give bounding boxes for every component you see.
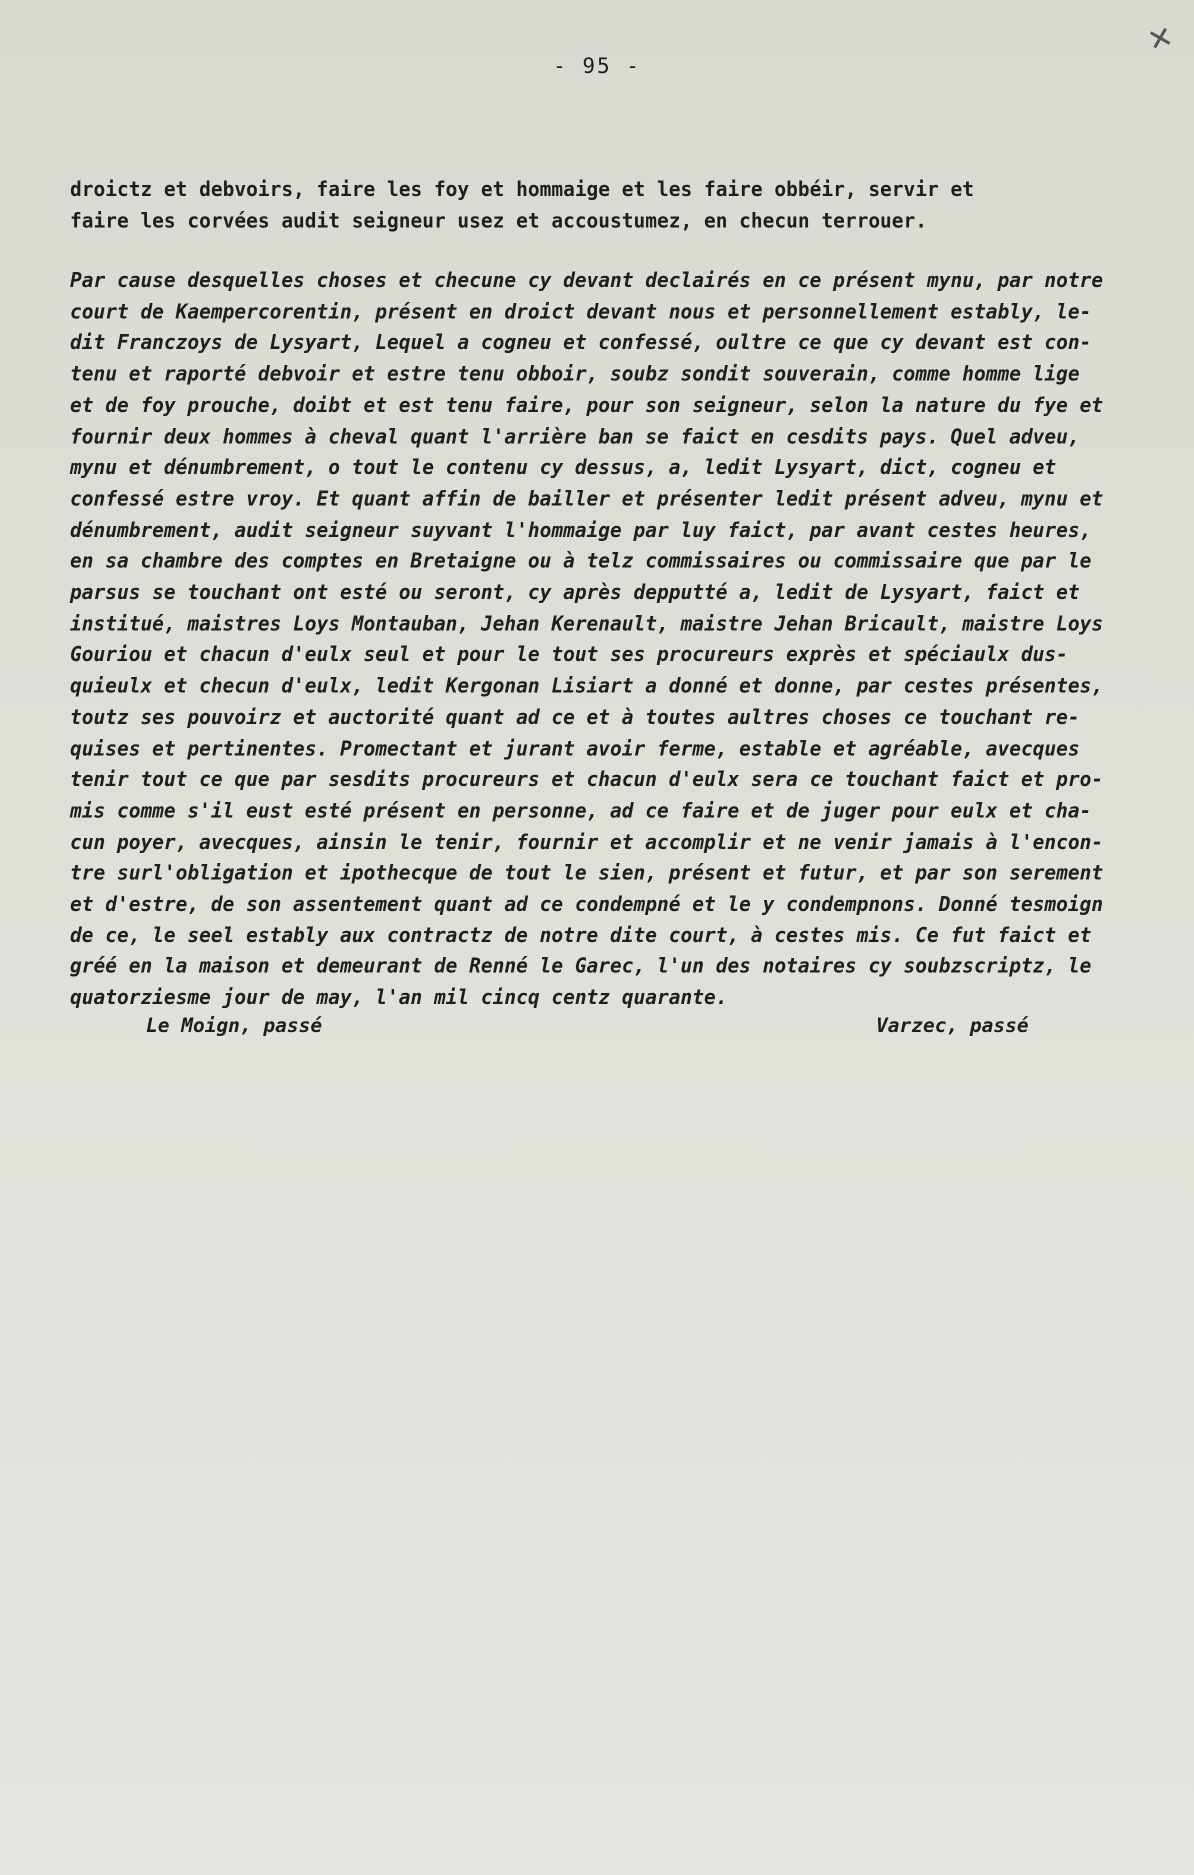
text-line: tre surl'obligation et ipothecque de tout le sien, présent et futur, et par son serement xyxy=(70,860,1104,885)
text-line: et d'estre, de son assentement quant ad ce condempné et le y condempnons. Donné tesmoign xyxy=(70,891,1104,917)
page-number: - 95 - xyxy=(553,54,641,78)
text-line: confessé estre vroy. Et quant affin de bailler et présenter ledit présent adveu, mynu et xyxy=(70,486,1104,511)
text-line: quatorziesme jour de may, l'an mil cincq centz quarante. xyxy=(70,985,728,1010)
signature-left: Le Moign, passé xyxy=(146,1014,323,1037)
text-line: droictz et debvoirs, faire les foy et hommaige et les faire obbéir, servir et xyxy=(70,177,974,202)
text-line: fournir deux hommes à cheval quant l'arrière ban se faict en cesdits pays. Quel adveu, xyxy=(70,424,1080,449)
text-line: cun poyer, avecques, ainsin le tenir, fournir et accomplir et ne venir jamais à l'encon- xyxy=(70,829,1104,854)
text-line: quieulx et checun d'eulx, ledit Kergonan Lisiart a donné et donne, par cestes présentes, xyxy=(70,673,1104,698)
text-line: quises et pertinentes. Promectant et jurant avoir ferme, estable et agréable, avecques xyxy=(70,735,1080,761)
text-line: en sa chambre des comptes en Bretaigne ou à telz commissaires ou commissaire que par le xyxy=(70,548,1092,573)
signature-right: Varzec, passé xyxy=(876,1014,1029,1037)
text-line: faire les corvées audit seigneur usez et accoustumez, en checun terrouer. xyxy=(70,208,928,233)
text-line: court de Kaempercorentin, présent en droict devant nous et personnellement estably, le- xyxy=(70,299,1092,324)
text-line: gréé en la maison et demeurant de Renné le Garec, l'un des notaires cy soubzscriptz, le xyxy=(70,954,1092,979)
text-line: de ce, le seel estably aux contractz de notre dite court, à cestes mis. Ce fut faict et xyxy=(70,923,1092,948)
text-line: dénumbrement, audit seigneur suyvant l'hommaige par luy faict, par avant cestes heures, xyxy=(70,517,1092,542)
text-line: Gouriou et chacun d'eulx seul et pour le tout ses procureurs exprès et spéciaulx dus- xyxy=(70,642,1068,667)
text-line: tenu et raporté debvoir et estre tenu obboir, soubz sondit souverain, comme homme lige xyxy=(70,361,1080,386)
text-line: et de foy prouche, doibt et est tenu faire, pour son seigneur, selon la nature du fye et xyxy=(70,392,1104,418)
text-line: mynu et dénumbrement, o tout le contenu cy dessus, a, ledit Lysyart, dict, cogneu et xyxy=(70,455,1057,480)
text-line: tenir tout ce que par sesdits procureurs et chacun d'eulx sera ce touchant faict et pro- xyxy=(70,767,1104,792)
text-line: dit Franczoys de Lysyart, Lequel a cogneu et confessé, oultre ce que cy devant est con- xyxy=(70,330,1092,355)
paragraph-1 xyxy=(70,174,1040,237)
text-line: institué, maistres Loys Montauban, Jehan Kerenault, maistre Jehan Bricault, maistre Loys xyxy=(70,611,1104,636)
text-line: mis comme s'il eust esté présent en personne, ad ce faire et de juger pour eulx et cha- xyxy=(70,798,1092,823)
text-line: toutz ses pouvoirz et auctorité quant ad ce et à toutes aultres choses ce touchant re- xyxy=(70,704,1080,729)
paragraph-2 xyxy=(70,265,1104,1014)
text-line: parsus se touchant ont esté ou seront, cy après depputté a, ledit de Lysyart, faict et xyxy=(70,580,1080,605)
corner-mark: ✕ xyxy=(1143,19,1178,60)
text-line: Par cause desquelles choses et checune cy devant declairés en ce présent mynu, par notre xyxy=(70,268,1104,293)
